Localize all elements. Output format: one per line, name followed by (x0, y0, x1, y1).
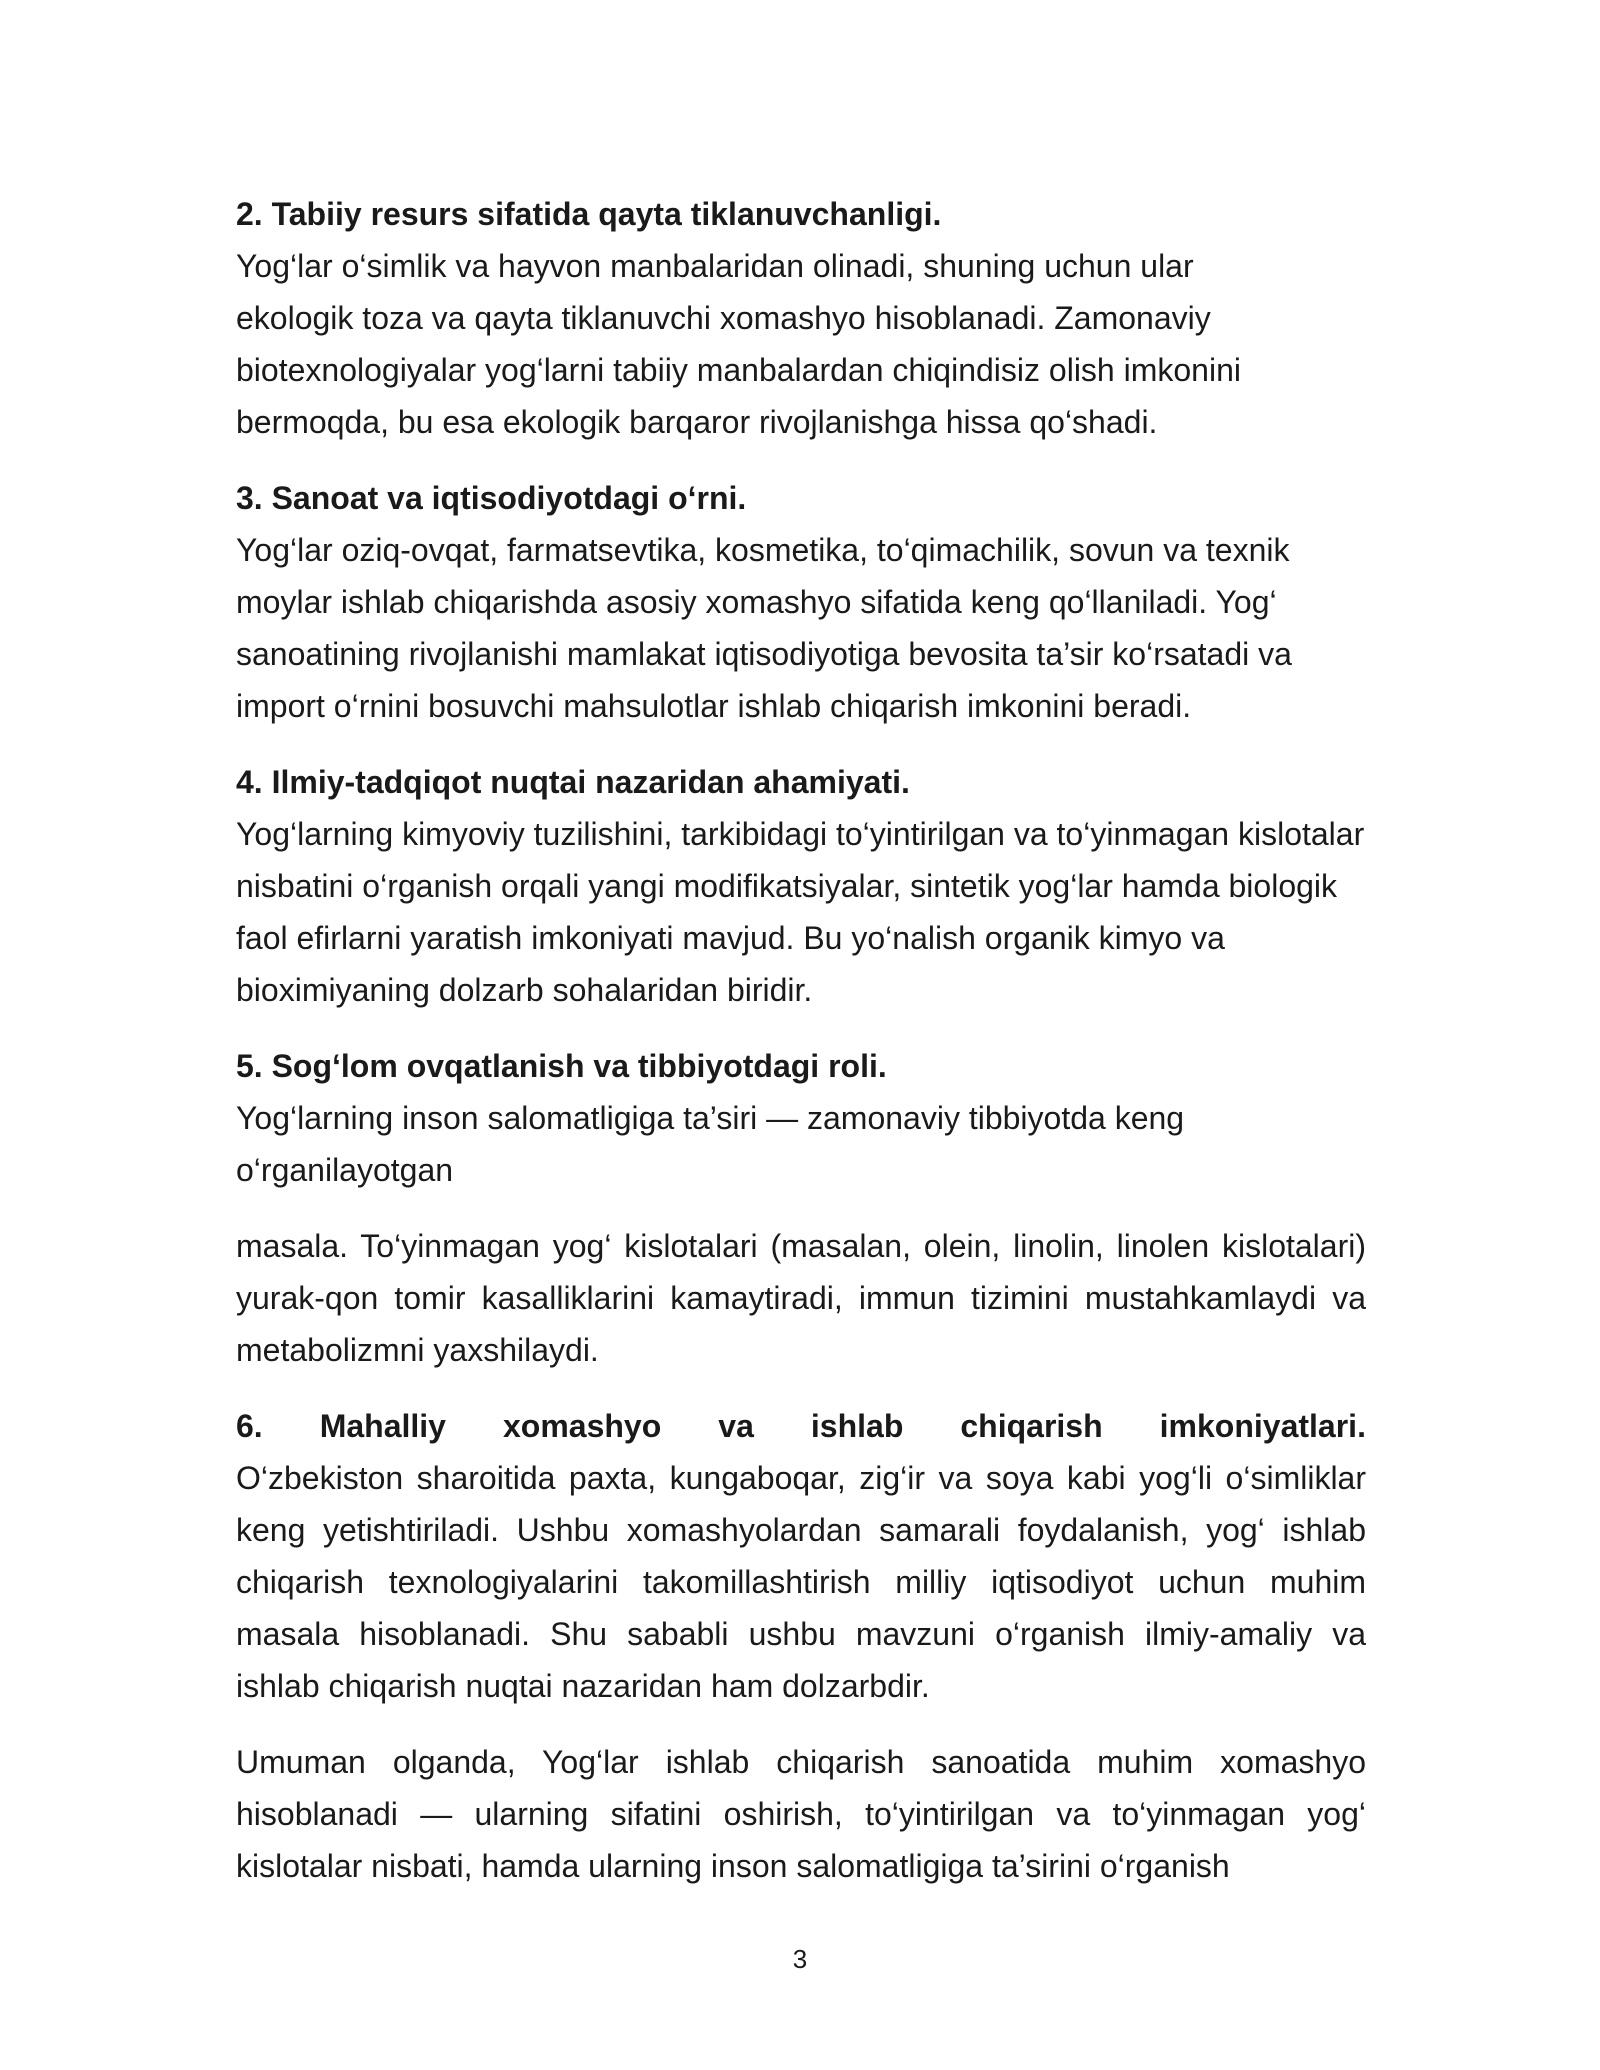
heading-word: imkoniyatlari. (1159, 1408, 1366, 1444)
document-page (236, 188, 1366, 1892)
page-number: 3 (792, 1944, 808, 1974)
section-4 (236, 756, 1366, 1016)
heading-word: Mahalliy (319, 1408, 446, 1444)
section-2 (236, 188, 1276, 448)
section-6 (236, 1400, 1366, 1712)
section-heading: 4. Ilmiy-tadqiqot nuqtai nazaridan ahamiyati. (236, 764, 910, 800)
summary-paragraph: Umuman olganda, Yog‘lar ishlab chiqarish sanoatida muhim xomashyo hisoblanadi — ularning sifatini oshirish, to‘yintirilgan va to‘yinmagan yog‘ kislotalar nisbati, hamda ularning inson salomatligiga ta’sirini o‘rganish (236, 1744, 1366, 1884)
section-text: Yog‘lar o‘simlik va hayvon manbalaridan olinadi, shuning uchun ular ekologik toza va qayta tiklanuvchi xomashyo hisoblanadi. Zamonaviy biotexnologiyalar yog‘larni tabiiy manbalardan chiqindisiz olish imkonini bermoqda, bu esa ekologik barqaror rivojlanishga hissa qo‘shadi. (236, 248, 1241, 440)
section-heading (236, 1400, 1366, 1452)
continuation-paragraph: masala. To‘yinmagan yog‘ kislotalari (masalan, olein, linolin, linolen kislotalari) yurak-qon tomir kasalliklarini kamaytiradi, immun tizimini mustahkamlaydi va metabolizmni yaxshilaydi. (236, 1228, 1366, 1368)
section-text: O‘zbekiston sharoitida paxta, kungaboqar, zig‘ir va soya kabi yog‘li o‘simliklar keng yetishtiriladi. Ushbu xomashyolardan samarali foydalanish, yog‘ ishlab chiqarish texnologiyalarini takomillashtirish milliy iqtisodiyot uchun muhim masala hisoblanadi. Shu sababli ushbu mavzuni o‘rganish ilmiy-amaliy va ishlab chiqarish nuqtai nazaridan ham dolzarbdir. (236, 1460, 1366, 1704)
heading-word: va (718, 1408, 754, 1444)
section-heading: 5. Sog‘lom ovqatlanish va tibbiyotdagi roli. (236, 1048, 887, 1084)
section-3 (236, 472, 1366, 732)
heading-word: chiqarish (960, 1408, 1103, 1444)
heading-word: xomashyo (502, 1408, 662, 1444)
section-heading: 3. Sanoat va iqtisodiyotdagi o‘rni. (236, 480, 747, 516)
section-5 (236, 1040, 1276, 1196)
section-heading: 2. Tabiiy resurs sifatida qayta tiklanuvchanligi. (236, 196, 942, 232)
section-text: Yog‘larning inson salomatligiga ta’siri — zamonaviy tibbiyotda keng o‘rganilayotgan (236, 1100, 1185, 1188)
section-text: Yog‘larning kimyoviy tuzilishini, tarkibidagi to‘yintirilgan va to‘yinmagan kislotalar nisbatini o‘rganish orqali yangi modifikatsiyalar, sintetik yog‘lar hamda biologik faol efirlarni yaratish imkoniyati mavjud. Bu yo‘nalish organik kimyo va bioximiyaning dolzarb sohalaridan biridir. (236, 816, 1365, 1008)
section-text: Yog‘lar oziq-ovqat, farmatsevtika, kosmetika, to‘qimachilik, sovun va texnik moylar ishlab chiqarishda asosiy xomashyo sifatida keng qo‘llaniladi. Yog‘ sanoatining rivojlanishi mamlakat iqtisodiyotiga bevosita ta’sir ko‘rsatadi va import o‘rnini bosuvchi mahsulotlar ishlab chiqarish imkonini beradi. (236, 532, 1292, 724)
heading-word: 6. (236, 1408, 263, 1444)
heading-word: ishlab (810, 1408, 904, 1444)
